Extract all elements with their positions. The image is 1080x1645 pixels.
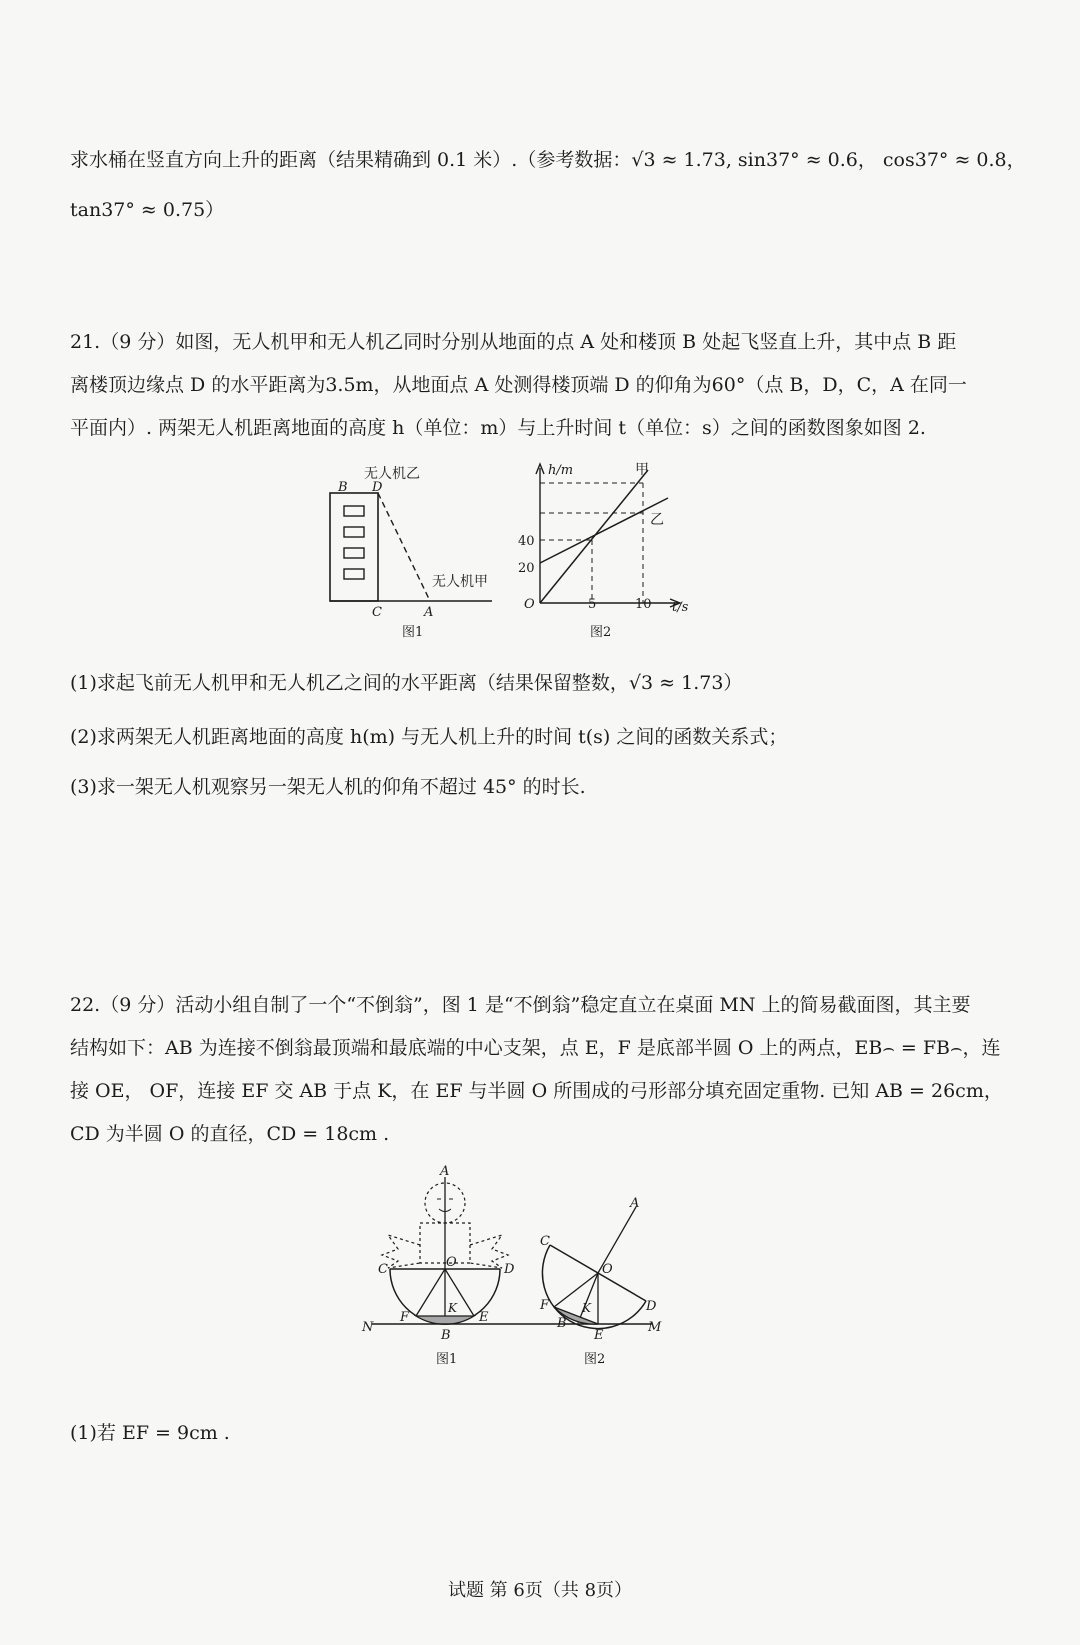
- label-D: D: [372, 480, 383, 495]
- q21-sub2: (2)求两架无人机距离地面的高度 h(m) 与无人机上升的时间 t(s) 之间的函数关系式；: [70, 726, 788, 748]
- f2-label-O: O: [602, 1262, 613, 1277]
- f2-label-C: C: [540, 1234, 550, 1249]
- window: [344, 548, 364, 558]
- window: [344, 569, 364, 579]
- f1-label-K: K: [448, 1301, 457, 1315]
- f1-label-C: C: [378, 1262, 388, 1277]
- label-B: B: [338, 480, 348, 495]
- q21-sub3: (3)求一架无人机观察另一架无人机的仰角不超过 45° 的时长.: [70, 776, 586, 798]
- label-uav-yi: 无人机乙: [364, 466, 420, 482]
- q22-text-line4: CD 为半圆 O 的直径，CD = 18cm .: [70, 1123, 390, 1145]
- y-axis-label: h/m: [548, 463, 574, 478]
- window: [344, 527, 364, 537]
- label-yi: 乙: [650, 512, 664, 528]
- f1-label-D: D: [504, 1262, 515, 1277]
- q21-figure-2: [510, 458, 700, 648]
- q22-text-line3: 接 OE， OF，连接 EF 交 AB 于点 K，在 EF 与半圆 O 所围成的弓形部分填充固定重物. 已知 AB = 26cm，: [70, 1080, 1003, 1102]
- f2-label-F: F: [540, 1298, 550, 1313]
- f1-label-E: E: [479, 1310, 489, 1325]
- q22-figures: [360, 1165, 700, 1380]
- label-A: A: [424, 605, 434, 620]
- label-jia: 甲: [635, 462, 649, 478]
- tick-20: 20: [518, 561, 535, 576]
- origin-label: O: [524, 597, 535, 612]
- segment-OF: [416, 1269, 445, 1316]
- f1-label-O: O: [446, 1255, 457, 1270]
- f2-label-A: A: [630, 1196, 640, 1211]
- q21-text-line1: 21.（9 分）如图，无人机甲和无人机乙同时分别从地面的点 A 处和楼顶 B 处起飞竖直上升，其中点 B 距: [70, 331, 957, 353]
- f2-label-E: E: [594, 1328, 604, 1343]
- tick-5: 5: [588, 597, 597, 612]
- q20-text-line2: tan37° ≈ 0.75）: [70, 199, 225, 221]
- f2-label-B: B: [557, 1316, 567, 1331]
- line-yi: [540, 498, 668, 563]
- x-axis-label: t/s: [672, 600, 689, 615]
- q21-sub1: (1)求起飞前无人机甲和无人机乙之间的水平距离（结果保留整数，√3 ≈ 1.73）: [70, 672, 743, 694]
- f2-label-M: M: [648, 1320, 662, 1335]
- q21-figure-1: [310, 458, 530, 648]
- f2-label-D: D: [646, 1299, 657, 1314]
- tick-10: 10: [635, 597, 652, 612]
- caption-fig2: 图2: [590, 625, 612, 640]
- f1-caption: 图1: [436, 1352, 458, 1367]
- q22-text-line1: 22.（9 分）活动小组自制了一个“不倒翁”，图 1 是“不倒翁”稳定直立在桌面 MN 上的简易截面图，其主要: [70, 994, 971, 1016]
- f2-label-K: K: [582, 1301, 591, 1315]
- f1-label-A: A: [440, 1165, 450, 1179]
- f1-label-N: N: [362, 1320, 374, 1335]
- q22-sub1: (1)若 EF = 9cm .: [70, 1422, 230, 1444]
- building: [330, 493, 378, 601]
- label-C: C: [372, 605, 382, 620]
- line-jia: [540, 470, 648, 603]
- sight-line-AD: [378, 493, 430, 601]
- q22-text-line2: 结构如下：AB 为连接不倒翁最顶端和最底端的中心支架，点 E，F 是底部半圆 O 上的两点，EB⌢ = FB⌢，连: [70, 1037, 1001, 1059]
- f2-caption: 图2: [584, 1352, 606, 1367]
- f1-label-B: B: [441, 1328, 451, 1343]
- weight-segment: [416, 1316, 474, 1324]
- q20-text-line1: 求水桶在竖直方向上升的距离（结果精确到 0.1 米）.（参考数据：√3 ≈ 1.73, sin37° ≈ 0.6， cos37° ≈ 0.8，: [70, 149, 1026, 171]
- label-uav-jia: 无人机甲: [432, 574, 488, 590]
- window: [344, 506, 364, 516]
- caption-fig1: 图1: [402, 625, 424, 640]
- f1-label-F: F: [400, 1310, 410, 1325]
- page-footer: 试题 第 6页（共 8页）: [447, 1580, 633, 1601]
- q21-text-line3: 平面内）. 两架无人机距离地面的高度 h（单位：m）与上升时间 t（单位：s）之间的函数图象如图 2.: [70, 417, 926, 439]
- q21-text-line2: 离楼顶边缘点 D 的水平距离为3.5m，从地面点 A 处测得楼顶端 D 的仰角为60°（点 B，D，C，A 在同一: [70, 374, 967, 396]
- tick-40: 40: [518, 534, 535, 549]
